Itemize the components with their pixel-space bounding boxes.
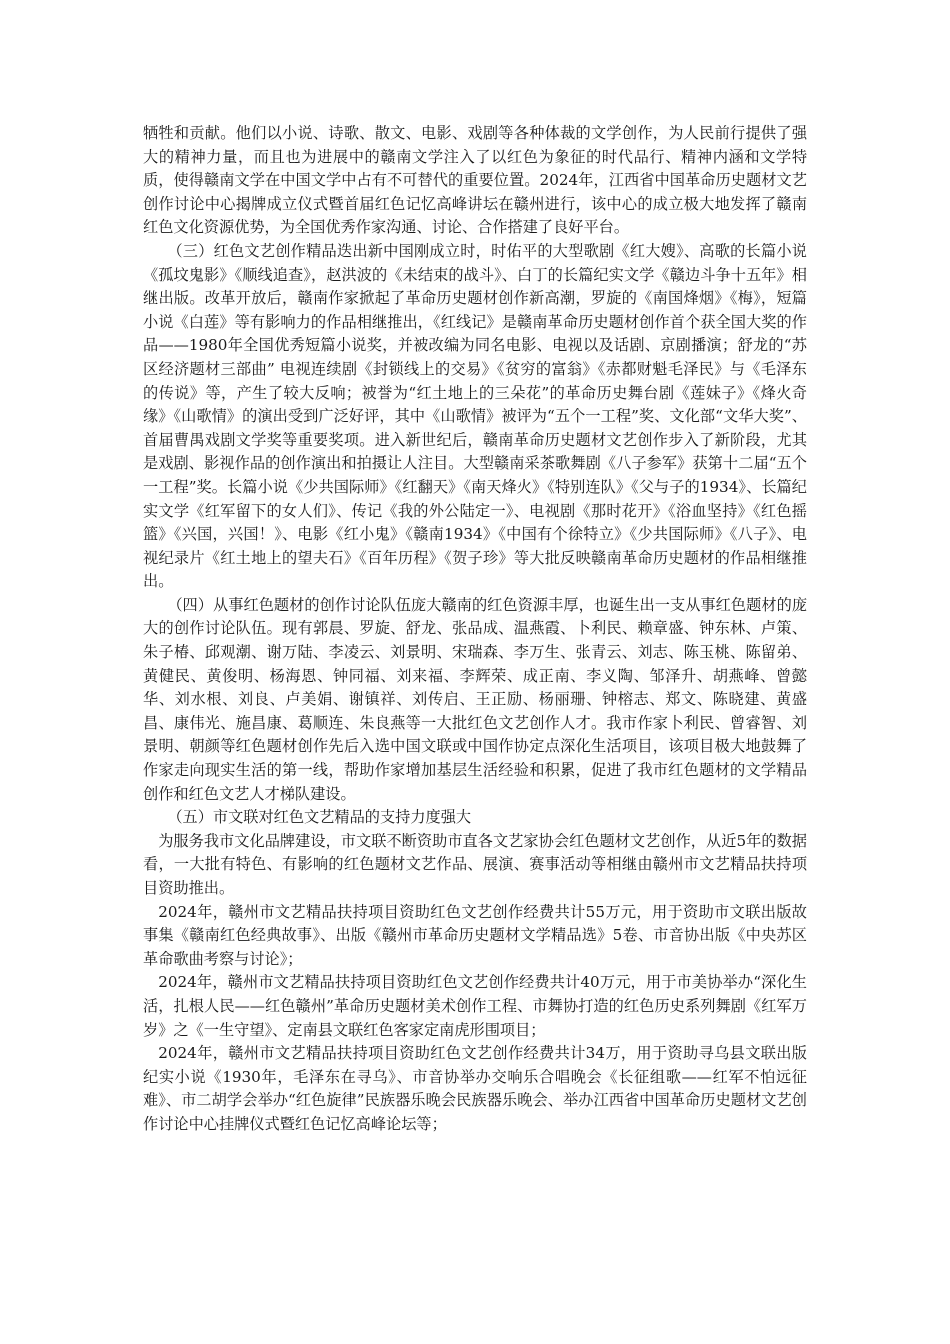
paragraph-funding-2: 2024年，赣州市文艺精品扶持项目资助红色文艺创作经费共计40万元，用于市美协举办“深化生活，扎根人民——红色赣州”革命历史题材美术创作工程、市舞协打造的红色历史系列舞剧《红军万岁》之《一生守望》、定南县文联红色客家定南虎形围项目；	[143, 973, 807, 1039]
document-page	[143, 122, 807, 1137]
paragraph-funding-3: 2024年，赣州市文艺精品扶持项目资助红色文艺创作经费共计34万，用于资助寻乌县文联出版纪实小说《1930年，毛泽东在寻乌》、市音协举办交响乐合唱晚会《长征组歌——红军不怕远征难》、市二胡学会举办“红色旋律”民族器乐晚会民族器乐晚会、举办江西省中国革命历史题材文艺创作讨论中心挂牌仪式暨红色记忆高峰论坛等；	[143, 1044, 807, 1133]
paragraph-funding-1: 2024年，赣州市文艺精品扶持项目资助红色文艺创作经费共计55万元，用于资助市文联出版故事集《赣南红色经典故事》、出版《赣州市革命历史题材文学精品选》5卷、市音协出版《中央苏区革命歌曲考察与讨论》；	[143, 902, 807, 968]
paragraph-continuation: 牺牲和贡献。他们以小说、诗歌、散文、电影、戏剧等各种体裁的文学创作，为人民前行提供了强大的精神力量，而且也为进展中的赣南文学注入了以红色为象征的时代品行、精神内涵和文学特质，使得赣南文学在中国文学中占有不可替代的重要位置。2024年，江西省中国革命历史题材文艺创作讨论中心揭牌成立仪式暨首届红色记忆高峰讲坛在赣州进行，该中心的成立极大地发挥了赣南红色文化资源优势，为全国优秀作家沟通、讨论、合作搭建了良好平台。	[143, 124, 807, 237]
section-heading-5: （五）市文联对红色文艺精品的支持力度强大	[167, 808, 472, 827]
paragraph-section-4: （四）从事红色题材的创作讨论队伍庞大赣南的红色资源丰厚，也诞生出一支从事红色题材的庞大的创作讨论队伍。现有郭晨、罗旋、舒龙、张品成、温燕霞、卜利民、赖章盛、钟东林、卢策、朱子椿、邱观潮、谢万陆、李凌云、刘景明、宋瑞森、李万生、张青云、刘志、陈玉桃、陈留弟、黄健民、黄俊明、杨海恩、钟同福、刘来福、李辉荣、成正南、李义陶、邹泽升、胡燕峰、曾懿华、刘水根、刘良、卢美娟、谢镇祥、刘传启、王正励、杨丽珊、钟榕志、郑文、陈晓建、黄盛昌、康伟光、施昌康、葛顺连、朱良燕等一大批红色文艺创作人才。我市作家卜利民、曾睿智、刘景明、朝颜等红色题材创作先后入选中国文联或中国作协定点深化生活项目，该项目极大地鼓舞了作家走向现实生活的第一线，帮助作家增加基层生活经验和积累，促进了我市红色题材的文学精品创作和红色文艺人才梯队建设。	[143, 595, 807, 803]
paragraph-section-3: （三）红色文艺创作精品迭出新中国刚成立时，时佑平的大型歌剧《红大嫂》、高歌的长篇小说《孤坟鬼影》《顺线追查》，赵洪波的《未结束的战斗》、白丁的长篇纪实文学《赣边斗争十五年》相继出版。改革开放后，赣南作家掀起了革命历史题材创作新高潮，罗旋的《南国烽烟》《梅》，短篇小说《白莲》等有影响力的作品相继推出，《红线记》是赣南革命历史题材创作首个获全国大奖的作品——1980年全国优秀短篇小说奖，并被改编为同名电影、电视以及话剧、京剧播演；舒龙的“苏区经济题材三部曲” 电视连续剧《封锁线上的交易》《贫穷的富翁》《赤都财魁毛泽民》与《毛泽东的传说》等，产生了较大反响；被誉为“红土地上的三朵花”的革命历史舞台剧《莲妹子》《烽火奇缘》《山歌情》的演出受到广泛好评，其中《山歌情》被评为“五个一工程”奖、文化部“文华大奖”、首届曹禺戏剧文学奖等重要奖项。进入新世纪后，赣南革命历史题材文艺创作步入了新阶段，尤其是戏剧、影视作品的创作演出和拍摄让人注目。大型赣南采茶歌舞剧《八子参军》获第十二届“五个一工程”奖。长篇小说《少共国际师》《红翻天》《南天烽火》《特别连队》《父与子的1934》、长篇纪实文学《红军留下的女人们》、传记《我的外公陆定一》、电视剧《那时花开》《浴血坚持》《红色摇篮》《兴国，兴国！》、电影《红小鬼》《赣南1934》《中国有个徐特立》《少共国际师》《八子》、电视纪录片《红土地上的望夫石》《百年历程》《贺子珍》等大批反映赣南革命历史题材的作品相继推出。	[143, 241, 807, 591]
paragraph-support-intro: 为服务我市文化品牌建设，市文联不断资助市直各文艺家协会红色题材文艺创作，从近5年的数据看，一大批有特色、有影响的红色题材文艺作品、展演、赛事活动等相继由赣州市文艺精品扶持项目资助推出。	[143, 831, 807, 897]
